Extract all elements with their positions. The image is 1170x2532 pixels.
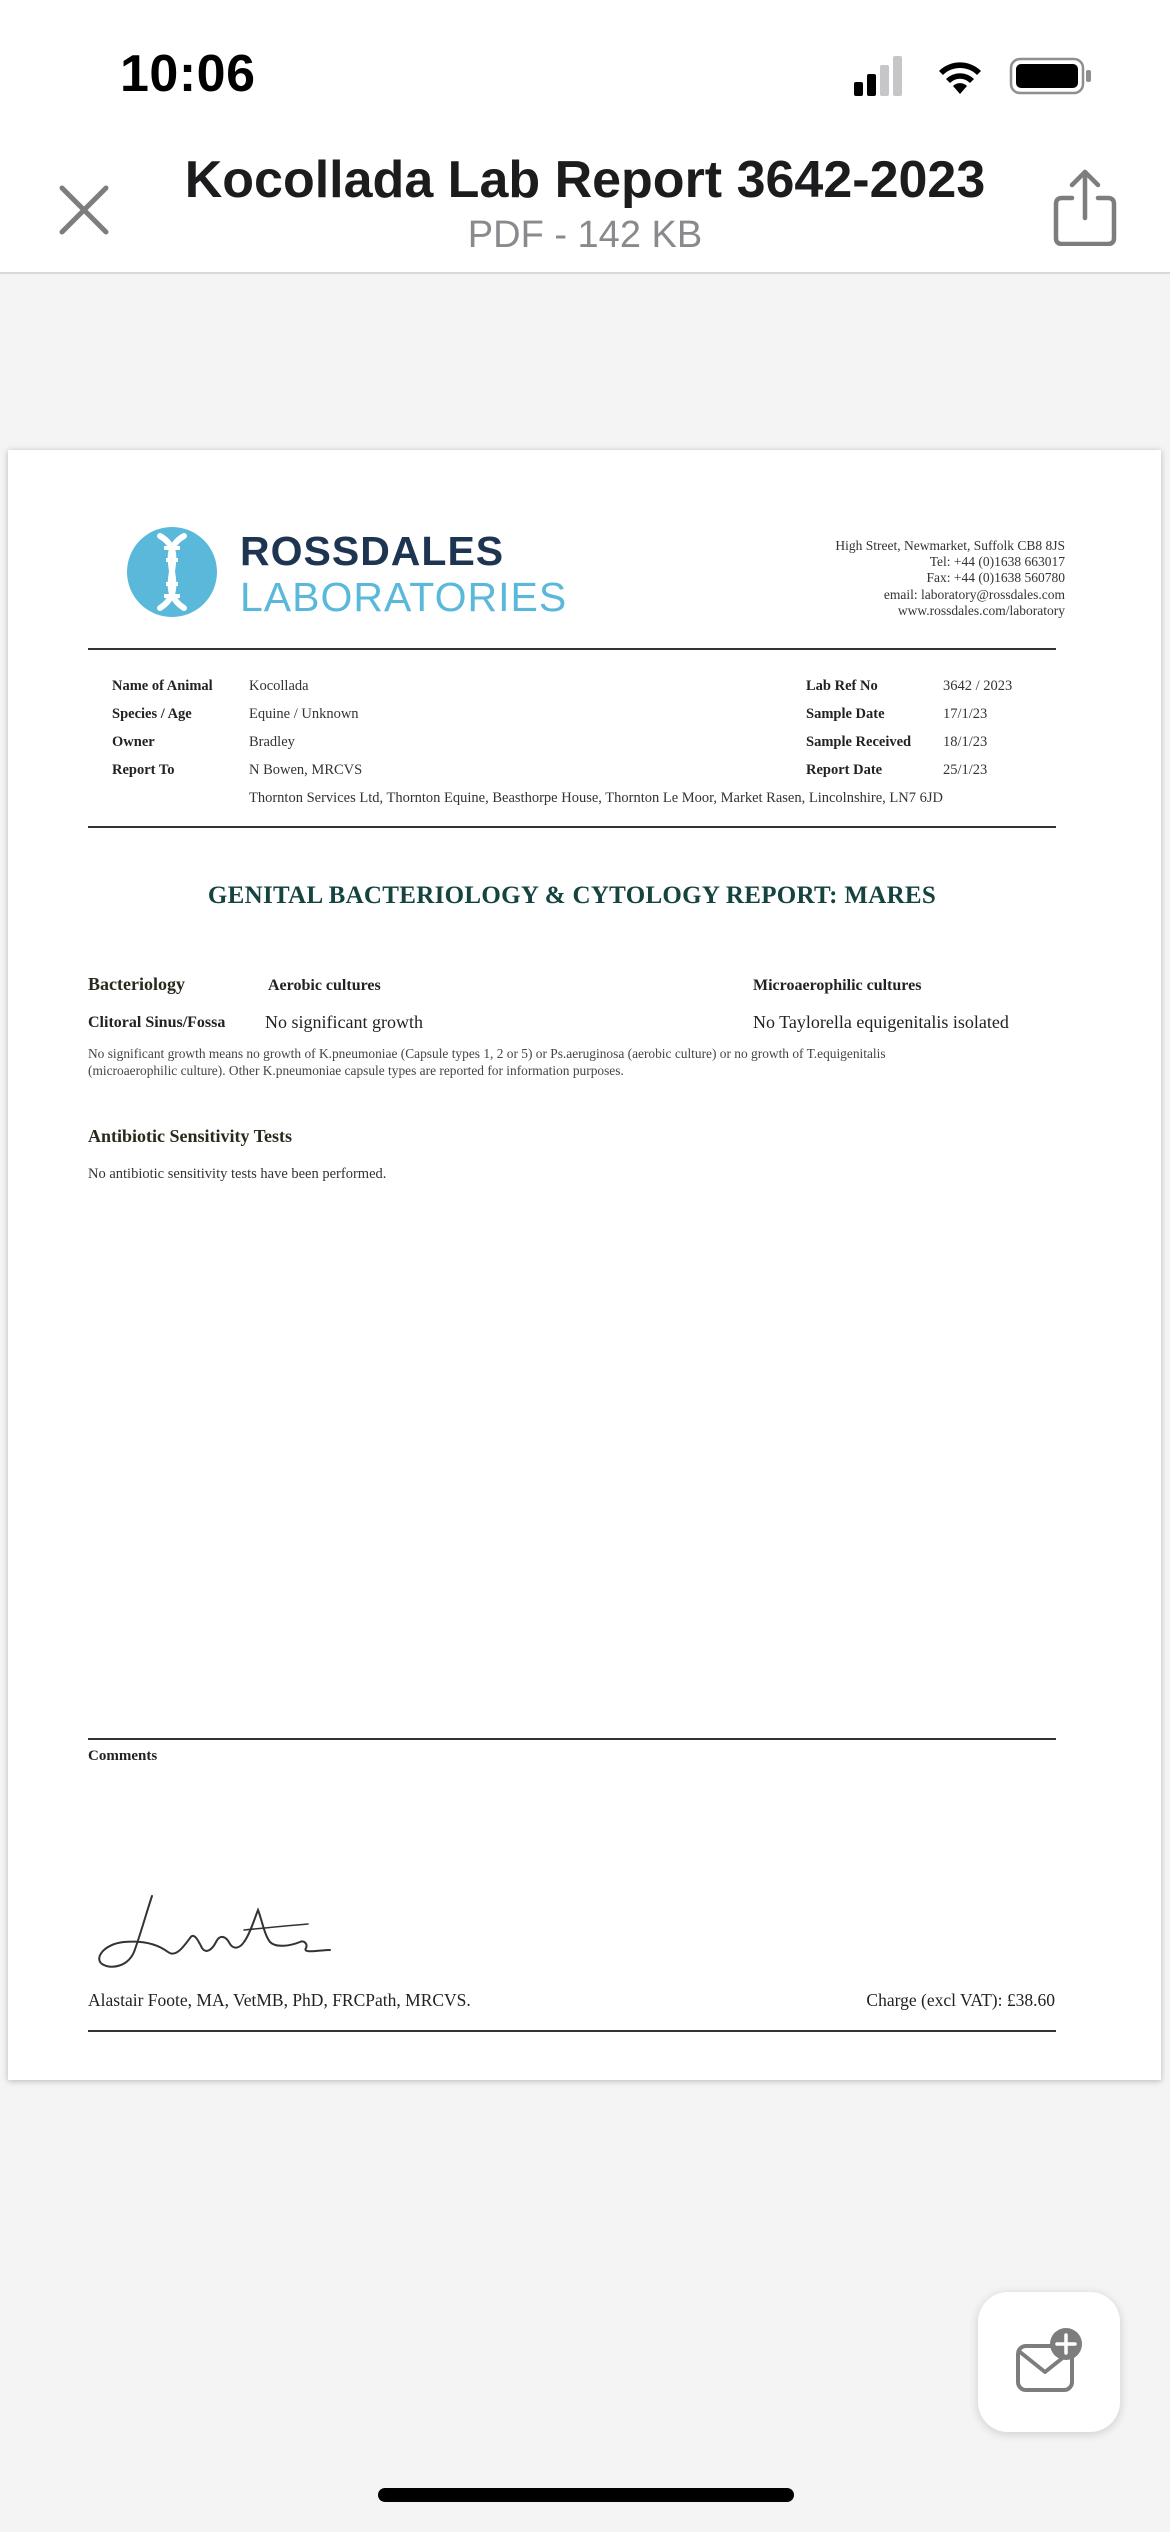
cellular-signal-icon xyxy=(854,56,902,96)
logo-name: ROSSDALES xyxy=(240,528,505,574)
name-of-animal-label: Name of Animal xyxy=(112,678,213,694)
aerobic-cultures-heading: Aerobic cultures xyxy=(268,977,381,994)
sample-received-value: 18/1/23 xyxy=(943,734,988,750)
sample-received-label: Sample Received xyxy=(806,734,912,750)
charge-amount: Charge (excl VAT): £38.60 xyxy=(866,1990,1055,2010)
antibiotic-heading: Antibiotic Sensitivity Tests xyxy=(88,1126,293,1146)
species-age-value: Equine / Unknown xyxy=(249,706,359,722)
lab-ref-value: 3642 / 2023 xyxy=(943,678,1013,694)
address-web: www.rossdales.com/laboratory xyxy=(897,602,1065,618)
share-icon xyxy=(1050,168,1120,246)
dna-logo-icon xyxy=(126,526,218,618)
name-of-animal-value: Kocollada xyxy=(249,678,309,694)
share-button[interactable] xyxy=(1050,168,1120,246)
report-to-value: N Bowen, MRCVS xyxy=(249,762,363,778)
address-fax: Fax: +44 (0)1638 560780 xyxy=(926,570,1065,586)
address-tel: Tel: +44 (0)1638 663017 xyxy=(929,554,1065,570)
close-icon xyxy=(52,178,116,242)
report-to-label: Report To xyxy=(112,762,175,778)
species-age-label: Species / Age xyxy=(112,706,192,722)
close-button[interactable] xyxy=(52,178,116,242)
lab-ref-label: Lab Ref No xyxy=(806,678,878,694)
report-title: GENITAL BACTERIOLOGY & CYTOLOGY REPORT: MARES xyxy=(207,882,937,909)
wifi-icon xyxy=(939,62,981,94)
signature-image xyxy=(94,1890,344,1980)
owner-label: Owner xyxy=(112,734,155,750)
markup-mail-button[interactable] xyxy=(978,2292,1120,2432)
sample-site: Clitoral Sinus/Fossa xyxy=(88,1014,226,1031)
pdf-page[interactable] xyxy=(8,450,1161,2080)
aerobic-result: No significant growth xyxy=(265,1012,423,1032)
microaerophilic-cultures-heading: Microaerophilic cultures xyxy=(753,977,922,994)
bacteriology-note xyxy=(88,1046,1068,1079)
document-title: Kocollada Lab Report 3642-2023 xyxy=(184,151,986,209)
comments-heading: Comments xyxy=(88,1748,158,1764)
lab-address xyxy=(665,538,1065,619)
divider xyxy=(88,2030,1056,2032)
report-to-address: Thornton Services Ltd, Thornton Equine, Beasthorpe House, Thornton Le Moor, Market Rasen, Lincolnshire, LN7 6JD xyxy=(249,790,943,806)
mail-add-icon xyxy=(1014,2326,1086,2398)
battery-icon xyxy=(1011,59,1091,93)
signer-name: Alastair Foote, MA, VetMB, PhD, FRCPath, MRCVS. xyxy=(88,1990,471,2010)
status-icons xyxy=(852,52,1092,98)
address-line: High Street, Newmarket, Suffolk CB8 8JS xyxy=(835,538,1065,553)
nav-bar xyxy=(0,140,1170,274)
document-subtitle: PDF - 142 KB xyxy=(467,214,703,256)
report-date-label: Report Date xyxy=(806,762,883,778)
logo-subname: LABORATORIES xyxy=(240,574,568,620)
note-line: No significant growth means no growth of K.pneumoniae (Capsule types 1, 2 or 5) or Ps.aeruginosa (aerobic culture) or no growth of T.equigenitalis xyxy=(88,1046,886,1061)
divider xyxy=(88,826,1056,828)
status-bar xyxy=(0,0,1170,140)
status-time: 10:06 xyxy=(120,45,256,103)
owner-value: Bradley xyxy=(249,734,295,750)
antibiotic-text: No antibiotic sensitivity tests have been performed. xyxy=(88,1166,387,1182)
report-date-value: 25/1/23 xyxy=(943,762,988,778)
divider xyxy=(88,648,1056,650)
bacteriology-heading: Bacteriology xyxy=(88,974,185,994)
microaerophilic-result: No Taylorella equigenitalis isolated xyxy=(753,1012,1009,1032)
note-line: (microaerophilic culture). Other K.pneumoniae capsule types are reported for information purposes. xyxy=(88,1062,624,1078)
sample-date-label: Sample Date xyxy=(806,706,885,722)
divider xyxy=(88,1738,1056,1740)
sample-date-value: 17/1/23 xyxy=(943,706,988,722)
address-email: email: laboratory@rossdales.com xyxy=(883,586,1065,602)
home-indicator[interactable] xyxy=(378,2488,794,2502)
